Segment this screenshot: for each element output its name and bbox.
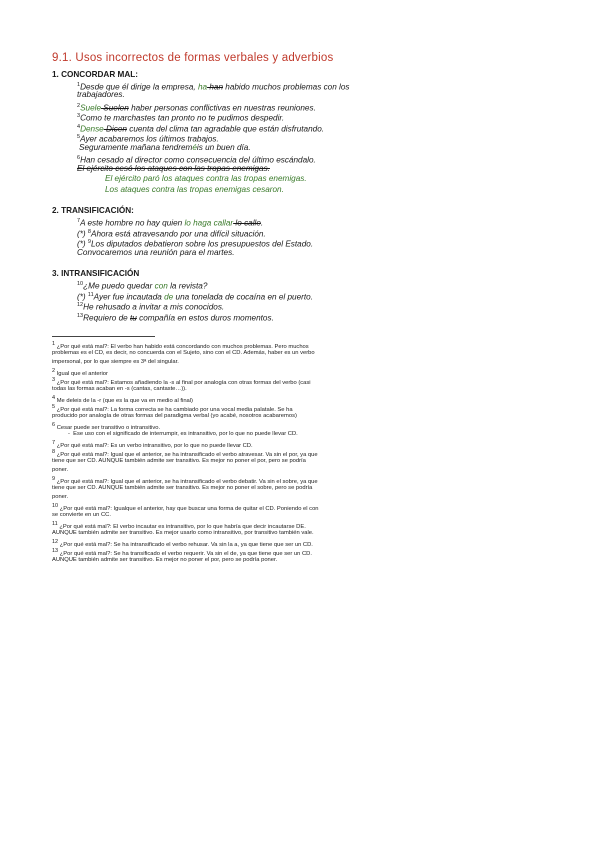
footnote-text: ¿Por qué está mal?: Es un verbo intransitivo, por lo que no puede llevar CD. [56, 442, 253, 449]
footnote-text: Ese uso con el significado de interrumpir, es intransitivo, por lo que no puede llevar CD. [73, 431, 298, 437]
example-text: Seguramente mañana tendrem [79, 143, 193, 152]
footnote-text: Me deleis de la -r (que es la que va en medio al final) [56, 397, 193, 404]
footnote-text: ¿Por qué está mal?: Se ha intransificado el verbo rehusar. Va sin la a, ya que tiene que ser un CD. [59, 541, 313, 548]
example-line [77, 90, 125, 100]
footnote-text: ¿Por qué está mal?: Se ha transificado el verbo requerir. Va sin el de, ya que tiene que ser un CD. [59, 550, 312, 557]
footnote-text: poner. [52, 494, 69, 500]
footnote [52, 385, 187, 394]
struck-text: Suelen [101, 103, 129, 113]
footnote-text: problemas es el CD, es decir, no concuerda con el Sujeto, sino con el CD. Además, haber es un verbo [52, 350, 315, 356]
footnote-ref: 5 [77, 134, 81, 140]
example-text: compañía en estos duros momentos. [136, 313, 274, 323]
corrected-example-line [105, 174, 307, 184]
correction-text: Dense [80, 124, 104, 134]
footnote-text: Igual que el anterior [56, 370, 108, 377]
footnote-text: Cesar puede ser transitivo o intransitivo. [56, 424, 161, 431]
footnote-ref: 11 [87, 292, 94, 298]
section-heading-intransificacion: 3. INTRANSIFICACIÓN [52, 269, 140, 278]
footnote-separator [52, 336, 155, 337]
struck-text: tu [130, 313, 137, 323]
footnote-ref: 12 [77, 302, 84, 308]
footnote-number: 2 [52, 368, 56, 374]
example-text: Convocaremos una reunión para el martes. [77, 248, 235, 257]
footnote-text: tiene que ser CD. AUNQUE también admite ser transitivo. Es mejor no poner el por, pero se podría [52, 458, 306, 464]
example-text: Desde que él dirige la empresa, [80, 82, 198, 92]
footnote-text: todas las formas acaban en -s (cantas, cantaste…)). [52, 386, 187, 392]
footnote-text: AUNQUE también admite ser transitivo. Es mejor no poner el por, pero se podría poner. [52, 557, 278, 563]
correction-text: Los ataques contra las tropas enemigas cesaron. [105, 185, 284, 194]
example-line [79, 143, 251, 153]
footnote-text: ¿Por qué está mal?: Estamos añadiendo la -s al final por analogía con otras formas del verbo (casi [56, 379, 311, 386]
correction-text: ha [197, 82, 208, 92]
footnote-ref: 3 [77, 113, 81, 119]
footnote-text: producido por analogía de otras formas del paradigma verbal (yo acabé, nosotros acabaremos) [52, 413, 297, 419]
section-heading-concordar: 1. CONCORDAR MAL: [52, 70, 138, 79]
footnote-ref: 8 [87, 229, 91, 235]
struck-text: El ejército cesó los ataques con las tropas enemigas. [77, 164, 270, 173]
example-text: la revista? [167, 281, 208, 291]
footnote-text: ¿Por qué está mal?: El verbo han habido está concordando con muchos problemas. Pero muchos [56, 343, 309, 350]
footnote-number: 13 [52, 548, 59, 554]
example-text: Han cesado al director como consecuencia del último escándalo. [80, 155, 316, 165]
example-text: cuenta del clima tan agradable que están disfrutando. [126, 124, 325, 134]
struck-text: han [207, 82, 223, 92]
footnote [52, 493, 68, 502]
example-text: Ayer fue incautada [93, 292, 165, 302]
correction-text: El ejército paró los ataques contra las tropas enemigas. [105, 174, 307, 183]
mark-text: (*) [77, 292, 88, 302]
section-heading-transificacion: 2. TRANSIFICACIÓN: [52, 206, 134, 215]
footnote [52, 466, 68, 475]
mark-text: (*) [77, 229, 88, 239]
footnote-text: ¿Por qué está mal?: Igual que el anterior, se ha intransificado el verbo atravesar. Va sin el por, ya que [56, 451, 318, 458]
correction-text: lo haga callar [184, 218, 234, 228]
struck-text: Dicen [103, 124, 127, 134]
footnote [52, 511, 111, 520]
footnote-text: se convierte en un CC. [52, 512, 111, 518]
footnote-number: 4 [52, 395, 56, 401]
footnote-number: 7 [52, 440, 56, 446]
correction-text: con [154, 281, 168, 291]
footnote-text: ¿Por qué está mal?: Igualque el anterior, hay que buscar una forma de quitar el CD. Poniendo el con [59, 505, 319, 512]
example-text: is un buen día. [196, 143, 251, 152]
example-text: una tonelada de cocaína en el puerto. [173, 292, 313, 302]
example-text: trabajadores. [77, 90, 125, 99]
footnote-number: 9 [52, 476, 56, 482]
footnote [52, 484, 312, 493]
correction-text: é [192, 143, 197, 152]
footnote-bullet: - Ese uso con el significado de interrumpir, es intransitivo, por lo que no puede llevar CD. [68, 431, 298, 437]
example-text: . [260, 218, 264, 228]
example-text: Como te marchastes tan pronto no te pudimos despedir. [80, 113, 285, 123]
footnote-number: 6 [52, 422, 56, 428]
footnote-ref: 1 [77, 82, 81, 88]
footnote [52, 349, 315, 358]
page-title: 9.1. Usos incorrectos de formas verbales y adverbios [52, 52, 334, 64]
footnote-number: 11 [52, 521, 58, 527]
example-text: Los diputados debatieron sobre los presupuestos del Estado. [90, 239, 314, 249]
footnote [52, 556, 277, 565]
footnote-text: ¿Por qué está mal?: Igual que el anterior, se ha intransificado el verbo debatir. Va sin el sobre, ya que [56, 478, 318, 485]
footnote [52, 457, 306, 466]
footnote-number: 10 [52, 503, 59, 509]
example-text: habido muchos problemas con los [223, 82, 350, 92]
footnote-text: tiene que ser CD. AUNQUE también admite ser transitivo. Es mejor no poner el sobre, pero se podría [52, 485, 313, 491]
footnote-ref: 10 [77, 281, 84, 287]
footnote-ref: 6 [77, 155, 81, 161]
footnote-ref: 13 [77, 313, 84, 319]
mark-text: (*) [77, 239, 88, 249]
footnote-ref: 4 [77, 124, 81, 130]
correction-text: de [164, 292, 174, 302]
footnote-number: 3 [52, 377, 56, 383]
example-text: haber personas conflictivas en nuestras reuniones. [128, 103, 316, 113]
footnote [52, 529, 314, 538]
footnote [52, 358, 179, 367]
footnote-text: ¿Por qué está mal?: La forma correcta se ha cambiado por una vocal media palatale. Se ha [56, 406, 293, 413]
correction-text: Suele [80, 103, 102, 113]
footnote-number: 1 [52, 341, 56, 347]
corrected-example-line [105, 185, 284, 195]
example-text: A este hombre no hay quien [80, 218, 185, 228]
example-text: He rehusado a invitar a mis conocidos. [83, 302, 225, 312]
footnote-text: AUNQUE también admite ser transitivo. Es mejor usarlo como intransitivo, por transitivo también vale. [52, 530, 314, 536]
footnote-ref: 2 [77, 103, 81, 109]
example-line [77, 311, 274, 324]
footnote-text: ¿Por qué está mal?: El verbo incautar es intransitivo, por lo que habría que decir incautarse DE. [59, 523, 306, 530]
struck-text: lo calle [233, 218, 261, 228]
example-text: Ayer acabaremos los últimos trabajos. [80, 134, 219, 144]
example-text: Ahora está atravesando por una difícil situación. [90, 229, 266, 239]
example-text: ¿Me puedo quedar [83, 281, 155, 291]
struck-example-line [77, 164, 270, 174]
footnote-number: 8 [52, 449, 56, 455]
footnote-text: poner. [52, 467, 69, 473]
footnote [52, 412, 297, 421]
example-text: Requiero de [83, 313, 131, 323]
example-line [77, 248, 234, 258]
footnote-ref: 9 [87, 239, 91, 245]
footnote-number: 12 [52, 539, 59, 545]
footnote-text: impersonal, por lo que siempre es 3ª del singular. [52, 359, 179, 365]
footnote-ref: 7 [77, 218, 81, 224]
footnote-number: 5 [52, 404, 56, 410]
